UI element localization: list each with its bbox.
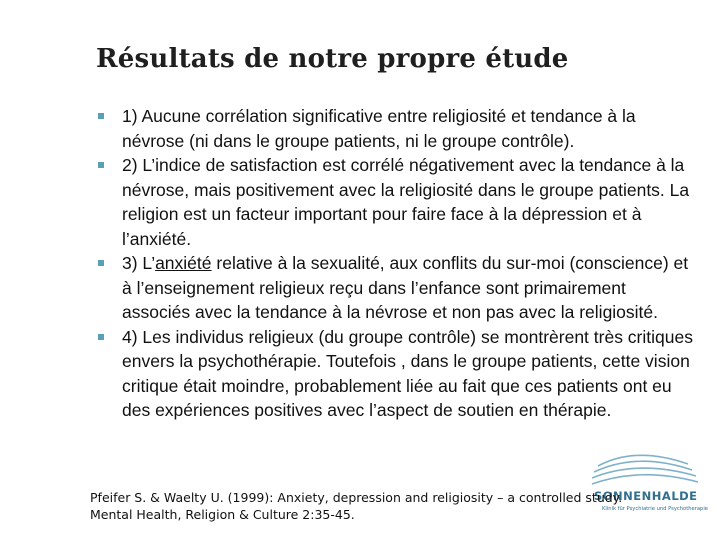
logo-waves-icon xyxy=(592,455,698,484)
citation-line-1: Pfeifer S. & Waelty U. (1999): Anxiety, depression and religiosity – a controlled study. xyxy=(90,490,623,505)
bullet-item-4 xyxy=(96,325,696,423)
citation xyxy=(90,489,622,523)
bullet-item-2 xyxy=(96,153,696,251)
bullet-text-underlined: anxiété xyxy=(155,253,212,273)
bullet-text: 1) Aucune corrélation significative entre religiosité et tendance à la névrose (ni dans le groupe patients, ni le groupe contrôle). xyxy=(122,106,636,151)
square-bullet-icon xyxy=(98,113,104,119)
bullet-text: 2) L’indice de satisfaction est corrélé négativement avec la tendance à la névrose, mais positivement avec la religiosité dans le groupe patients. La religion est un facteur important pour faire face à la dépression et à l’anxiété. xyxy=(122,155,690,249)
logo-tagline: Klinik für Psychiatrie und Psychotherapie xyxy=(602,506,708,512)
slide-title: Résultats de notre propre étude xyxy=(96,44,569,74)
bullet-item-1 xyxy=(96,104,696,153)
logo-name: SONNENHALDE xyxy=(594,489,698,503)
square-bullet-icon xyxy=(98,260,104,266)
bullet-text-prefix: 3) L’ xyxy=(122,253,156,273)
square-bullet-icon xyxy=(98,162,104,168)
citation-line-2: Mental Health, Religion & Culture 2:35-45. xyxy=(90,507,355,522)
square-bullet-icon xyxy=(98,334,104,340)
bullet-list xyxy=(96,104,696,423)
bullet-text: 4) Les individus religieux (du groupe contrôle) se montrèrent très critiques envers la psychothérapie. Toutefois , dans le groupe patients, cette vision critique était moindre, probablement liée au fait que ces patients ont eu des expériences positives avec l’aspect de soutien en thérapie. xyxy=(122,326,693,420)
bullet-item-3 xyxy=(96,251,696,325)
bullet-text-suffix: relative à la sexualité, aux conflits du sur-moi (conscience) et à l’enseignement religieux reçu dans l’enfance sont primairement associés avec la tendance à la névrose et non pas avec la religiosité. xyxy=(122,253,689,322)
